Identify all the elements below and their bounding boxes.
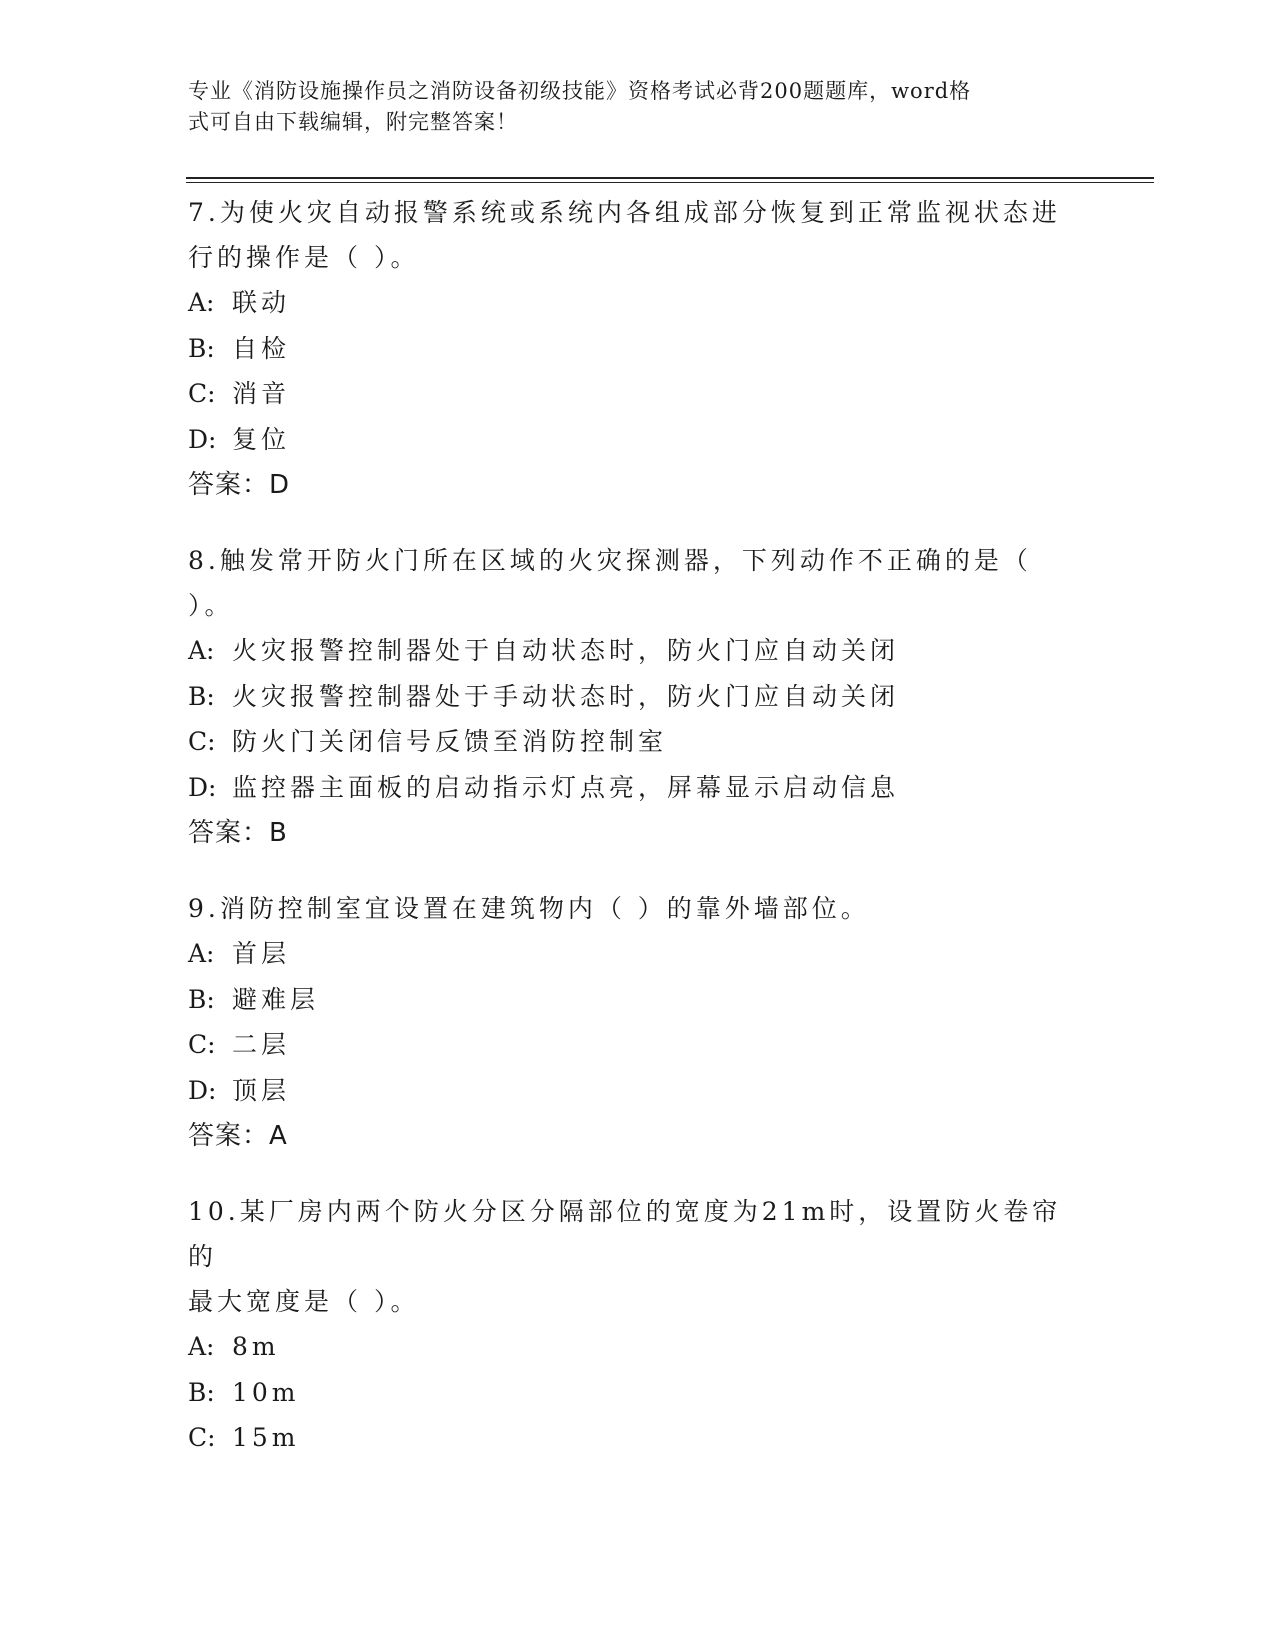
- question-stem-line-2: ）。: [188, 591, 234, 620]
- option-d: [188, 1068, 1088, 1114]
- option-letter: C:: [188, 727, 216, 756]
- question-stem: [188, 190, 1088, 280]
- option-letter: B:: [188, 984, 215, 1014]
- option-letter: D:: [188, 772, 217, 802]
- option-b: [188, 977, 1088, 1023]
- header-line-2: 式可自由下载编辑，附完整答案！: [188, 110, 518, 134]
- option-b: [188, 1370, 1088, 1416]
- option-c: [188, 1415, 1088, 1461]
- option-letter: A:: [188, 288, 215, 317]
- option-c: [188, 719, 1088, 765]
- option-letter: A:: [188, 636, 215, 665]
- option-text: 火灾报警控制器处于手动状态时，防火门应自动关闭: [232, 681, 900, 711]
- option-a: [188, 931, 1088, 977]
- option-text: 消音: [232, 379, 291, 408]
- option-a: [188, 280, 1088, 326]
- option-text: 联动: [232, 288, 291, 317]
- option-letter: C:: [188, 1030, 216, 1059]
- option-letter: C:: [188, 1423, 216, 1452]
- question-stem-line-2: 最大宽度是（ ）。: [188, 1287, 420, 1316]
- question-10: [188, 1189, 1088, 1461]
- header-line-1: 专业《消防设施操作员之消防设备初级技能》资格考试必背200题题库，word格: [188, 79, 972, 103]
- question-stem: [188, 538, 1088, 628]
- question-stem: [188, 886, 1088, 931]
- option-text: 15m: [232, 1423, 300, 1452]
- option-text: 8m: [232, 1332, 280, 1361]
- option-d: [188, 417, 1088, 463]
- option-letter: A:: [188, 1332, 215, 1361]
- header-divider-thick: [186, 177, 1154, 179]
- answer-line: 答案：A: [188, 1121, 288, 1151]
- option-letter: D:: [188, 1075, 217, 1105]
- option-text: 火灾报警控制器处于自动状态时，防火门应自动关闭: [232, 636, 900, 665]
- answer-line: 答案：D: [188, 470, 291, 500]
- option-a: [188, 1324, 1088, 1370]
- option-c: [188, 1022, 1088, 1068]
- question-stem-line-1: 8.触发常开防火门所在区域的火灾探测器，下列动作不正确的是（: [188, 546, 1032, 575]
- option-text: 监控器主面板的启动指示灯点亮，屏幕显示启动信息: [232, 772, 900, 802]
- option-text: 防火门关闭信号反馈至消防控制室: [232, 727, 668, 756]
- question-stem-line-1: 9.消防控制室宜设置在建筑物内（ ）的靠外墙部位。: [188, 894, 870, 923]
- option-b: [188, 326, 1088, 372]
- option-letter: D:: [188, 424, 217, 454]
- option-text: 自检: [232, 333, 291, 363]
- option-letter: B:: [188, 333, 215, 363]
- question-7: [188, 190, 1088, 508]
- header-divider-thin: [186, 182, 1154, 183]
- question-stem: [188, 1189, 1088, 1324]
- option-b: [188, 674, 1088, 720]
- option-letter: B:: [188, 1377, 215, 1407]
- document-header: [188, 76, 1068, 138]
- question-9: [188, 886, 1088, 1159]
- question-list: [188, 190, 1088, 1491]
- option-text: 二层: [232, 1030, 291, 1059]
- option-letter: A:: [188, 939, 215, 968]
- option-text: 首层: [232, 939, 291, 968]
- option-text: 复位: [232, 424, 291, 454]
- question-8: [188, 538, 1088, 856]
- question-stem-line-1: 10.某厂房内两个防火分区分隔部位的宽度为21m时，设置防火卷帘的: [188, 1197, 1062, 1271]
- question-stem-line-2: 行的操作是（ ）。: [188, 243, 420, 272]
- answer-line: 答案：B: [188, 818, 288, 848]
- option-text: 顶层: [232, 1075, 291, 1105]
- option-letter: C:: [188, 379, 216, 408]
- option-text: 避难层: [232, 984, 320, 1014]
- option-c: [188, 371, 1088, 417]
- option-letter: B:: [188, 681, 215, 711]
- question-stem-line-1: 7.为使火灾自动报警系统或系统内各组成部分恢复到正常监视状态进: [188, 198, 1061, 227]
- option-a: [188, 628, 1088, 674]
- option-text: 10m: [232, 1377, 300, 1407]
- option-d: [188, 765, 1088, 811]
